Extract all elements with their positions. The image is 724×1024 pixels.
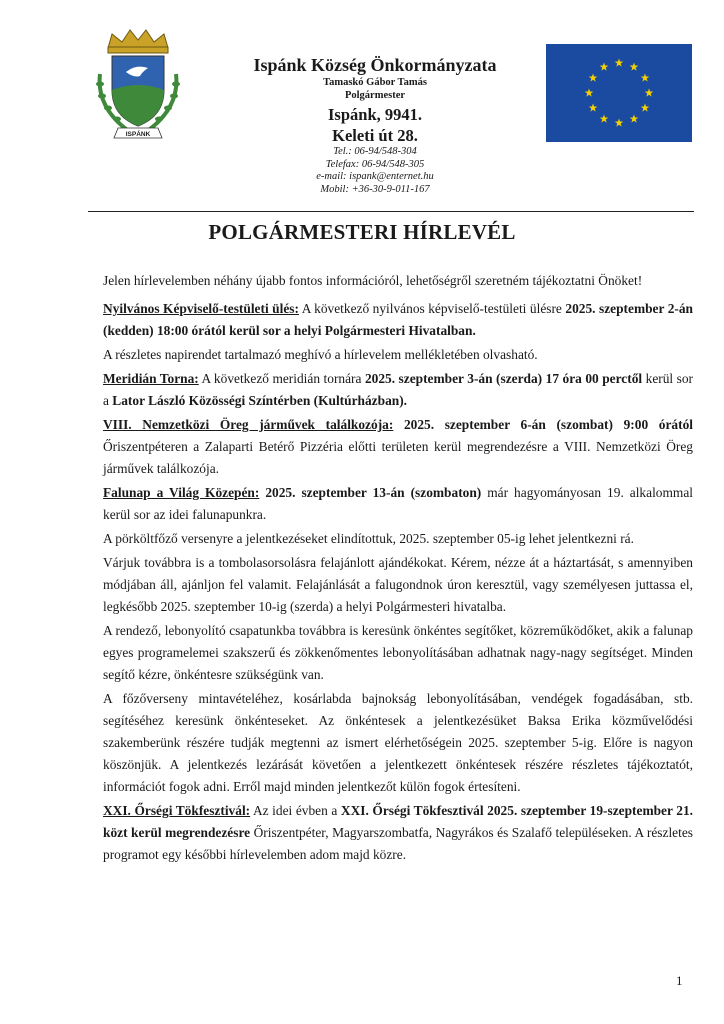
page-title: POLGÁRMESTERI HÍRLEVÉL (208, 220, 516, 244)
intro-paragraph: Jelen hírlevelemben néhány újabb fontos információról, lehetőségről szeretném tájékoztatni Önöket! (103, 273, 643, 288)
section-heading: VIII. Nemzetközi Öreg járművek találkozója: (103, 417, 394, 432)
letterhead (240, 54, 510, 146)
email-line: e-mail: ispank@enternet.hu (316, 171, 434, 183)
volunteer-tasks-paragraph: A főzőverseny mintavételéhez, kosárlabda bajnokság lebonyolításában, vendégek fogadásában, stb. segítéséhez keresünk önkénteseket. Az önkéntesek a jelentkezésüket Baksa Erika közművelődési szakemberünk részére tudják megtenni az ismert elérhetőségein 2025. szeptember 5-ig. Előre is nagyon köszönjük. A jelentkezés lezárását követően a jelentkezett önkéntesek részére részletes tájékoztatót, információt fogok adni. Erről majd minden jelentkezőt külön fogok értesíteni. (103, 691, 693, 794)
street-line: Keleti út 28. (332, 126, 418, 145)
fax-line: Telefax: 06-94/548-305 (325, 158, 425, 170)
mayor-name: Tamaskó Gábor Tamás (323, 77, 427, 88)
org-name: Ispánk Község Önkormányzata (253, 55, 497, 75)
section-heading: Nyilvános Képviselő-testületi ülés: (103, 301, 299, 316)
city-line: Ispánk, 9941. (328, 105, 422, 124)
phone-line: Tel.: 06-94/548-304 (333, 146, 417, 157)
coat-of-arms-icon (90, 28, 186, 146)
agenda-paragraph: A részletes napirendet tartalmazó meghívó a hírlevelem mellékletében olvasható. (103, 347, 538, 362)
crest-label: ISPÁNK (125, 131, 151, 138)
mobile-line: Mobil: +36-30-9-011-167 (320, 183, 430, 195)
mayor-title: Polgármester (344, 90, 406, 101)
village-day-paragraph: Falunap a Világ Közepén: 2025. szeptember 13-án (szombaton) már hagyományosan 19. alkalommal kerül sor az idei falunapunkra. (103, 485, 693, 522)
raffle-paragraph: Várjuk továbbra is a tombolasorsolásra felajánlott ajándékokat. Kérem, nézze át a háztartását, s amennyiben módjában áll, ajánljon fel valamit. Felajánlását a falugondnok úron keresztül, vagy személyesen juttassa el, legkésőbb 2025. szeptember 10-ig (szerda) a helyi Polgármesteri hivatalba. (103, 555, 693, 614)
volunteers-paragraph: A rendező, lebonyolító csapatunkba továbbra is keresünk önkéntes segítőket, közreműködőket, akik a falunap egyes programelemei szakszerű és zökkenőmentes lebonyolításában adhatnak nagy-nagy segítséget. Minden segítő kézre, önkéntesre szükségünk van. (103, 623, 693, 682)
stew-contest-paragraph: A pörköltfőző versenyre a jelentkezéseket elindítottuk, 2025. szeptember 05-ig lehet jelentkezni rá. (103, 531, 634, 546)
contact-block (280, 146, 470, 196)
section-heading: Falunap a Világ Közepén: (103, 485, 260, 500)
section-heading: Meridián Torna: (103, 371, 199, 386)
section-heading: XXI. Őrségi Tökfesztivál: (103, 803, 251, 818)
newsletter-body (103, 270, 693, 868)
eu-flag-icon (546, 44, 692, 142)
meridian-paragraph: Meridián Torna: A következő meridián tornára 2025. szeptember 3-án (szerda) 17 óra 00 perctől kerül sor a Lator László Közösségi Színtérben (Kultúrházban). (103, 371, 694, 408)
pumpkin-festival-paragraph: XXI. Őrségi Tökfesztivál: Az idei évben a XXI. Őrségi Tökfesztivál 2025. szeptember 19-szeptember 21. közt kerül megrendezésre Őriszentpéter, Magyarszombatfa, Nagyrákos és Szalafő településeken. A részletes programot egy későbbi hírlevelemben adom majd közre. (103, 803, 694, 862)
page-number: 1 (676, 973, 683, 988)
old-vehicles-paragraph: VIII. Nemzetközi Öreg járművek találkozója: 2025. szeptember 6-án (szombat) 9:00 órától Őriszentpéteren a Zalaparti Betérő Pizzéria előtti területen kerül megrendezésre a VIII. Nemzetközi Öreg járművek találkozója. (103, 417, 693, 476)
council-meeting-paragraph: Nyilvános Képviselő-testületi ülés: A következő nyilvános képviselő-testületi ülésre 2025. szeptember 2-án (kedden) 18:00 órától kerül sor a helyi Polgármesteri Hivatalban. (103, 301, 693, 338)
header-divider (88, 211, 694, 212)
